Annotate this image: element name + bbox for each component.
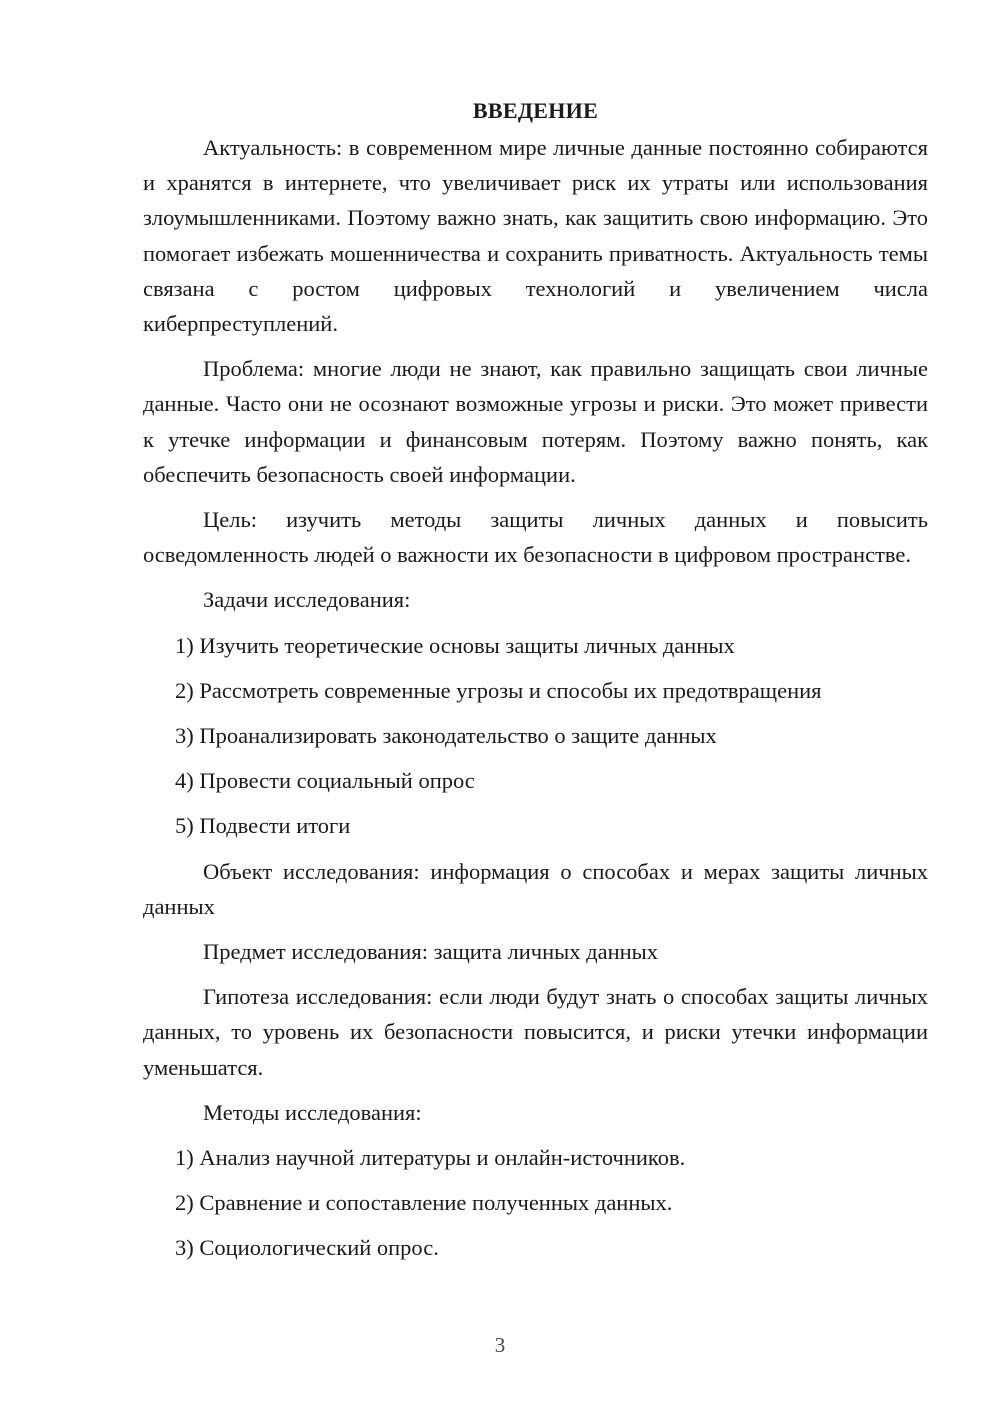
document-page [143,96,928,1276]
list-item: 2) Рассмотреть современные угрозы и способы их предотвращения [175,677,822,703]
methods-list [143,1140,928,1266]
paragraph-subject: Предмет исследования: защита личных данных [203,939,659,965]
paragraph-object: Объект исследования: информация о способах и мерах защиты личных данных [143,858,928,919]
list-item: 3) Проанализировать законодательство о защите данных [175,723,717,749]
list-item: 4) Провести социальный опрос [175,768,475,794]
list-item: 1) Изучить теоретические основы защиты личных данных [175,632,735,658]
tasks-list [143,628,928,844]
list-item: 2) Сравнение и сопоставление полученных данных. [175,1190,673,1216]
page-title: ВВЕДЕНИЕ [472,98,599,123]
list-item: 3) Социологический опрос. [175,1235,439,1261]
paragraph-problem: Проблема: многие люди не знают, как правильно защищать свои личные данные. Часто они не осознают возможные угрозы и риски. Это может привести к утечке информации и финансовым потерям. Поэтому важно понять, как обеспечить безопасность своей информации. [143,356,928,487]
methods-heading: Методы исследования: [203,1099,422,1125]
paragraph-hypothesis: Гипотеза исследования: если люди будут знать о способах защиты личных данных, то уровень их безопасности повысится, и риски утечки информации уменьшатся. [143,984,928,1080]
paragraph-relevance: Актуальность: в современном мире личные данные постоянно собираются и хранятся в интернете, что увеличивает риск их утраты или использования злоумышленниками. Поэтому важно знать, как защитить свою информацию. Это помогает избежать мошенничества и сохранить приватность. Актуальность темы связана с ростом цифровых технологий и увеличением числа киберпреступлений. [143,135,928,337]
page-number: 3 [494,1333,506,1357]
tasks-heading: Задачи исследования: [203,587,411,613]
list-item: 1) Анализ научной литературы и онлайн-источников. [175,1145,686,1171]
list-item: 5) Подвести итоги [175,813,351,839]
paragraph-goal: Цель: изучить методы защиты личных данных и повысить осведомленность людей о важности их безопасности в цифровом пространстве. [143,507,928,568]
